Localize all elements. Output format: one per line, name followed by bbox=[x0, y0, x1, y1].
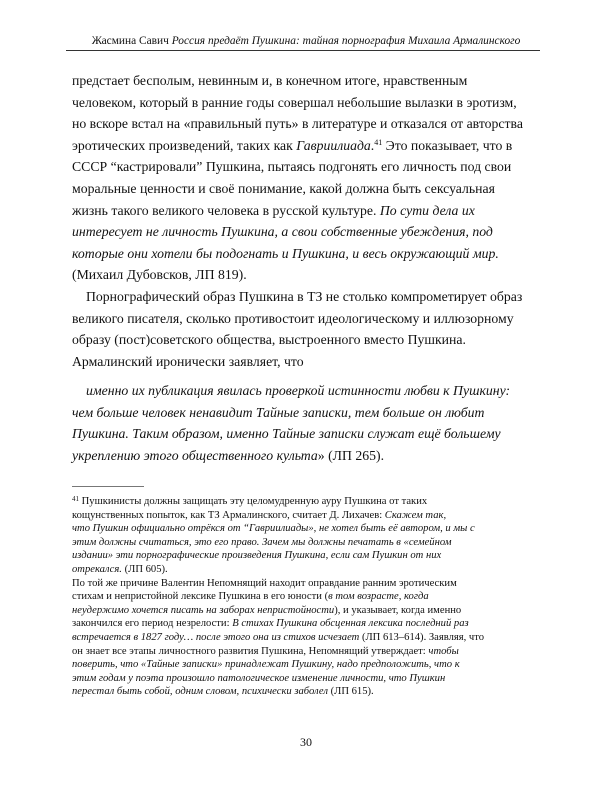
text-segment: отрекался. bbox=[72, 563, 122, 575]
text-line: человеком, который в ранние годы совершал небольшие вылазки в эротизм, bbox=[72, 94, 517, 110]
quote-line: чем больше человек ненавидит Тайные записки, тем больше он любит bbox=[72, 404, 485, 420]
text-segment: в том возрасте, когда bbox=[328, 591, 429, 603]
quote-line: Пушкина. Таким образом, именно Тайные записки служат ещё большему bbox=[72, 426, 501, 442]
italic-quote-line: которые они хотели бы подогнать и Пушкина, и весь окружающий мир. bbox=[72, 245, 499, 261]
footnote-line: издании» эти порнографические произведения Пушкина, если сам Пушкин от них bbox=[72, 550, 442, 562]
italic-quote-line: интересует не личность Пушкина, а свои собственные убеждения, под bbox=[72, 224, 493, 240]
footnote-line: этим годам у поэта произошло патологическое изменение личности, что Пушкин bbox=[72, 672, 446, 684]
text-line: великого писателя, сколько противостоит идеологическому и иллюзорному bbox=[72, 310, 514, 326]
text-segment: (ЛП 605). bbox=[121, 563, 168, 575]
header-author: Жасмина Савич bbox=[91, 35, 169, 47]
footnote-line: этим должны считаться, это его право. Зачем мы должны печатать в «семейном bbox=[72, 536, 452, 548]
quote-line bbox=[72, 445, 540, 467]
text-line bbox=[72, 200, 540, 222]
header-rule bbox=[66, 50, 540, 51]
page-number: 30 bbox=[300, 735, 312, 749]
text-segment: Скажем так, bbox=[384, 509, 447, 521]
footnote-rule bbox=[72, 486, 144, 487]
text-line: моральные ценности и своё понимание, какой должна быть сексуальная bbox=[72, 180, 495, 196]
footnote-line bbox=[72, 604, 540, 618]
text-line: (Михаил Дубовсков, ЛП 819). bbox=[72, 267, 247, 283]
text-segment: » (ЛП 265). bbox=[317, 447, 385, 463]
text-segment: укреплению этого общественного культа bbox=[72, 447, 318, 463]
text-line: образу (пост)советского общества, выстроенного вместо Пушкина. bbox=[72, 332, 466, 348]
main-text bbox=[72, 70, 540, 372]
footnote-ref: 41 bbox=[374, 137, 383, 147]
text-segment: ), и указывает, когда именно bbox=[334, 604, 462, 616]
text-segment: кощунственных попыток, как ТЗ Армалинского, считает Д. Лихачев: bbox=[72, 509, 385, 521]
text-line bbox=[72, 135, 540, 157]
text-segment: (ЛП 615). bbox=[327, 686, 374, 698]
text-segment: неудержимо хочется писать на заборах непристойности bbox=[72, 604, 335, 616]
text-line: предстает бесполым, невинным и, в конечном итоге, нравственным bbox=[72, 73, 468, 88]
block-quote bbox=[72, 380, 540, 466]
text-line: Порнографический образ Пушкина в ТЗ не столько компрометирует образ bbox=[86, 288, 523, 304]
text-line: но вскоре встал на «правильный путь» в литературе и отказался от авторства bbox=[72, 116, 523, 132]
text-segment: стихам и непристойной лексике Пушкина в его юности ( bbox=[72, 591, 329, 603]
paragraph-2 bbox=[72, 286, 540, 372]
footnote-line: что Пушкин официально отрёкся от “Гавриилиады», не хотел быть её автором, и мы с bbox=[72, 523, 475, 535]
footnote-line bbox=[72, 563, 540, 577]
text-segment: чтобы bbox=[428, 645, 459, 657]
footnote-line: поверить, что «Тайные записки» принадлежат Пушкину, надо предположить, что к bbox=[72, 659, 460, 671]
text-segment: перестал быть собой, одним словом, психически заболел bbox=[72, 686, 328, 698]
footnote-line bbox=[72, 590, 540, 604]
text-segment: Это показывает, что в bbox=[382, 137, 513, 153]
footnote-line bbox=[72, 631, 540, 645]
text-segment: (ЛП 613–614). Заявляя, что bbox=[359, 631, 485, 643]
text-segment: он знает все этапы личностного развития Пушкина, Непомнящий утверждает: bbox=[72, 645, 429, 657]
footnote-number: 41 bbox=[72, 495, 79, 503]
running-header bbox=[72, 34, 540, 48]
footnote-line: По той же причине Валентин Непомнящий находит оправдание ранним эротическим bbox=[72, 577, 457, 589]
text-segment: В стихах Пушкина обсценная лексика последний раз bbox=[232, 618, 469, 630]
footnote-line bbox=[72, 685, 540, 699]
footnote-line bbox=[72, 509, 540, 523]
text-segment: жизнь такого великого человека в русской культуре. bbox=[72, 202, 380, 218]
footnote-line bbox=[72, 645, 540, 659]
header-title: Россия предаёт Пушкина: тайная порнография Михаила Армалинского bbox=[171, 35, 521, 47]
footnote-line bbox=[72, 617, 540, 631]
text-line: Армалинский иронически заявляет, что bbox=[72, 353, 304, 369]
text-segment: Пушкинисты должны защищать эту целомудренную ауру Пушкина от таких bbox=[79, 496, 428, 507]
italic-title: Гавриилиада bbox=[296, 137, 371, 153]
quote-line: именно их публикация явилась проверкой истинности любви к Пушкину: bbox=[86, 383, 511, 398]
footnote-41 bbox=[72, 495, 540, 699]
text-segment: . bbox=[370, 137, 375, 153]
text-segment: эротических произведений, таких как bbox=[72, 137, 297, 153]
text-line: СССР “кастрировали” Пушкина, пытаясь подгонять его личность под свои bbox=[72, 159, 512, 175]
text-segment: встречается в 1827 году… после этого она из стихов исчезает bbox=[72, 631, 360, 643]
text-segment: закончился его период незрелости: bbox=[72, 618, 233, 630]
paragraph-1 bbox=[72, 70, 540, 286]
footnote-line bbox=[72, 495, 540, 509]
italic-quote: По сути дела их bbox=[379, 202, 475, 218]
